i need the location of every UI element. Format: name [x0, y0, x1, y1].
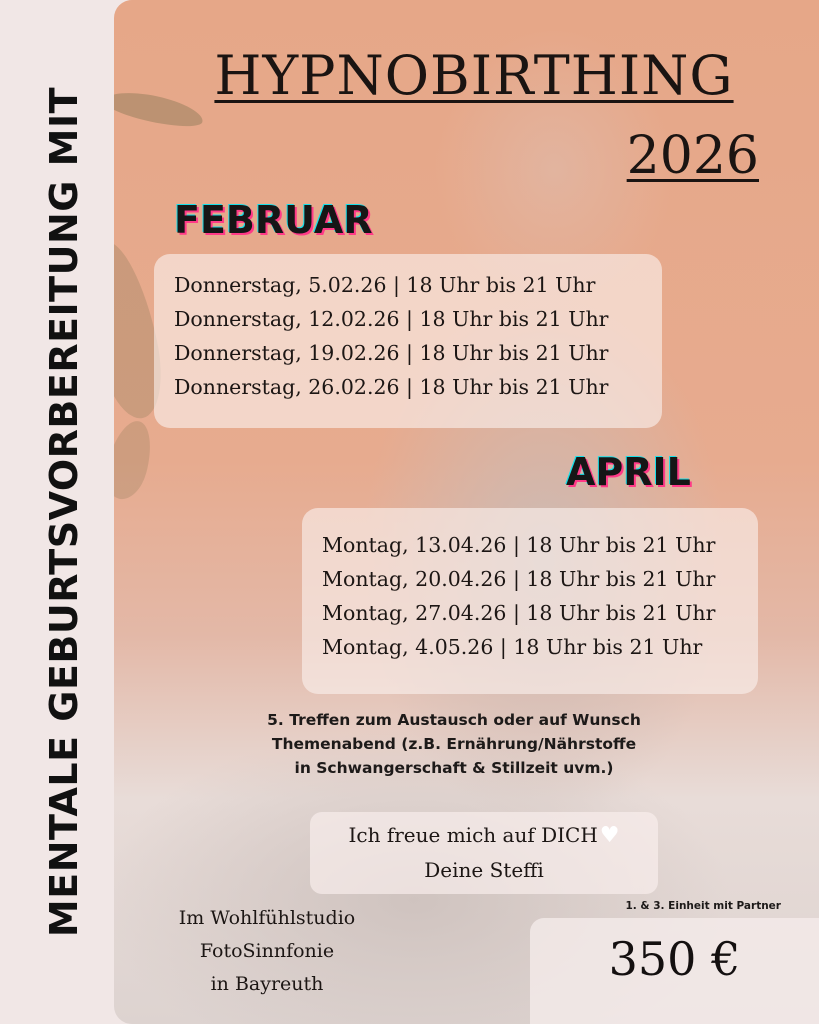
date-line: Donnerstag, 12.02.26 | 18 Uhr bis 21 Uhr — [174, 307, 609, 331]
heart-icon: ♥ — [599, 823, 620, 848]
side-banner-text: MENTALE GEBURTSVORBEREITUNG MIT — [42, 86, 86, 938]
date-line: Donnerstag, 26.02.26 | 18 Uhr bis 21 Uhr — [174, 375, 609, 399]
date-line: Montag, 27.04.26 | 18 Uhr bis 21 Uhr — [322, 601, 716, 625]
info-line: 5. Treffen zum Austausch oder auf Wunsch — [267, 711, 641, 729]
date-list-february — [154, 254, 662, 428]
month-heading-february: FEBRUAR — [174, 198, 373, 242]
signature: Deine Steffi — [424, 858, 544, 882]
price-box — [530, 918, 819, 1024]
poster-year: 2026 — [626, 126, 759, 186]
plant-leaf-decoration — [114, 416, 159, 504]
date-line: Montag, 13.04.26 | 18 Uhr bis 21 Uhr — [322, 533, 716, 557]
price: 350 € — [608, 932, 741, 986]
poster — [114, 0, 819, 1024]
date-list-april — [302, 508, 758, 694]
month-heading-april: APRIL — [566, 450, 691, 494]
date-line: Donnerstag, 5.02.26 | 18 Uhr bis 21 Uhr — [174, 273, 596, 297]
studio-line: Im Wohlfühlstudio — [178, 907, 356, 929]
studio-line: FotoSinnfonie — [199, 940, 335, 962]
greeting-box — [310, 812, 658, 894]
date-line: Montag, 4.05.26 | 18 Uhr bis 21 Uhr — [322, 635, 703, 659]
greeting-line — [310, 818, 658, 853]
info-line: in Schwangerschaft & Stillzeit uvm.) — [294, 759, 614, 777]
info-line: Themenabend (z.B. Ernährung/Nährstoffe — [271, 735, 637, 753]
meeting-info — [174, 708, 734, 780]
side-banner — [0, 0, 118, 1024]
greeting-text: Ich freue mich auf DICH — [348, 823, 598, 847]
date-line: Donnerstag, 19.02.26 | 18 Uhr bis 21 Uhr — [174, 341, 609, 365]
studio-line: in Bayreuth — [210, 973, 324, 995]
date-line: Montag, 20.04.26 | 18 Uhr bis 21 Uhr — [322, 567, 716, 591]
studio-location — [152, 902, 382, 1001]
poster-title: HYPNOBIRTHING — [214, 44, 734, 107]
plant-leaf-decoration — [114, 86, 206, 132]
partner-note: 1. & 3. Einheit mit Partner — [625, 900, 781, 912]
